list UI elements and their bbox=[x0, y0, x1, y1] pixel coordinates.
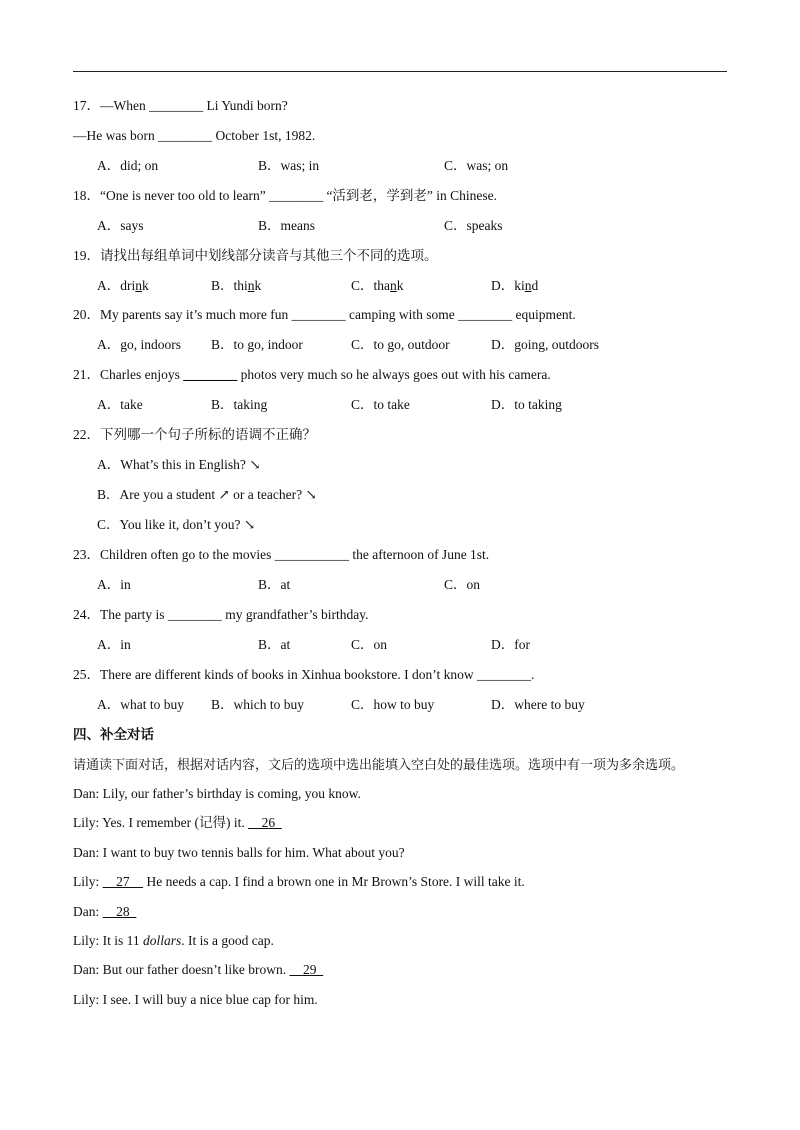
q19-option-d: D．kind bbox=[491, 278, 539, 293]
q24-option-a: A．in bbox=[97, 637, 131, 652]
q23-option-c: C．on bbox=[444, 577, 481, 592]
dialog-line-4: Lily: 27 He needs a cap. I find a brown one in Mr Brown’s Store. I will take it. bbox=[73, 874, 525, 889]
q18-option-c: C．speaks bbox=[444, 218, 503, 233]
q25-stem: 25．There are different kinds of books in Xinhua bookstore. I don’t know ________. bbox=[73, 667, 535, 682]
q21-option-a: A．take bbox=[97, 397, 143, 412]
q22-option-a: A．What’s this in English? ↘ bbox=[97, 457, 261, 472]
q22-option-c: C．You like it, don’t you? ↘ bbox=[97, 517, 256, 532]
q17-stem: 17．—When ________ Li Yundi born? bbox=[73, 98, 288, 113]
q24-option-c: C．on bbox=[351, 637, 388, 652]
q18-option-b: B．means bbox=[258, 218, 315, 233]
q17-option-b: B．was; in bbox=[258, 158, 320, 173]
q22-option-b: B．Are you a student ↗ or a teacher? ↘ bbox=[97, 487, 317, 502]
q20-option-b: B．to go, indoor bbox=[211, 337, 303, 352]
q18-option-a: A．says bbox=[97, 218, 144, 233]
q17-stem2: —He was born ________ October 1st, 1982. bbox=[73, 128, 316, 143]
q21-blank: ________ bbox=[183, 367, 238, 382]
dialog-line-8: Lily: I see. I will buy a nice blue cap for him. bbox=[73, 992, 318, 1007]
q20-option-c: C．to go, outdoor bbox=[351, 337, 450, 352]
section-instruction: 请通读下面对话，根据对话内容，文后的选项中选出能填入空白处的最佳选项。选项中有一项为多余选项。 bbox=[73, 757, 685, 772]
q25-option-c: C．how to buy bbox=[351, 697, 435, 712]
blank-26: 26 bbox=[248, 815, 282, 830]
dialog-line-3: Dan: I want to buy two tennis balls for him. What about you? bbox=[73, 845, 405, 860]
q21-option-c: C．to take bbox=[351, 397, 410, 412]
q20-option-d: D．going, outdoors bbox=[491, 337, 599, 352]
q23-option-b: B．at bbox=[258, 577, 291, 592]
q19-option-b: B．think bbox=[211, 278, 262, 293]
q21-option-d: D．to taking bbox=[491, 397, 562, 412]
blank-28: 28 bbox=[102, 904, 137, 919]
q24-stem: 24．The party is ________ my grandfather’s birthday. bbox=[73, 607, 369, 622]
blank-29: 29 bbox=[289, 962, 324, 977]
q23-option-a: A．in bbox=[97, 577, 131, 592]
q23-stem: 23．Children often go to the movies ___________ the afternoon of June 1st. bbox=[73, 547, 490, 562]
section-heading: 四、补全对话 bbox=[73, 727, 154, 742]
dialog-line-2: Lily: Yes. I remember (记得) it. 26 bbox=[73, 815, 282, 830]
dialog-line-5: Dan: 28 bbox=[73, 904, 137, 919]
q18-stem: 18．“One is never too old to learn” ________ “活到老，学到老” in Chinese. bbox=[73, 188, 498, 203]
header-rule bbox=[73, 71, 727, 72]
dialog-line-6: Lily: It is 11 dollars. It is a good cap. bbox=[73, 933, 274, 948]
q19-stem: 19．请找出每组单词中划线部分读音与其他三个不同的选项。 bbox=[73, 248, 438, 263]
dialog-line-1: Dan: Lily, our father’s birthday is coming, you know. bbox=[73, 786, 361, 801]
q21-option-b: B．taking bbox=[211, 397, 268, 412]
q17-option-c: C．was; on bbox=[444, 158, 509, 173]
q24-option-b: B．at bbox=[258, 637, 291, 652]
q20-stem: 20．My parents say it’s much more fun ________ camping with some ________ equipment. bbox=[73, 307, 576, 322]
q22-stem: 22．下列哪一个句子所标的语调不正确？ bbox=[73, 427, 316, 442]
q25-option-d: D．where to buy bbox=[491, 697, 585, 712]
q25-option-b: B．which to buy bbox=[211, 697, 304, 712]
q24-option-d: D．for bbox=[491, 637, 530, 652]
q19-option-a: A．drink bbox=[97, 278, 149, 293]
q21-stem: 21．Charles enjoys ________ photos very much so he always goes out with his camera. bbox=[73, 367, 551, 382]
dialog-line-7: Dan: But our father doesn’t like brown. 29 bbox=[73, 962, 324, 977]
q25-option-a: A．what to buy bbox=[97, 697, 184, 712]
q20-option-a: A．go, indoors bbox=[97, 337, 181, 352]
q17-option-a: A．did; on bbox=[97, 158, 159, 173]
blank-27: 27 bbox=[102, 874, 144, 889]
q19-option-c: C．thank bbox=[351, 278, 404, 293]
